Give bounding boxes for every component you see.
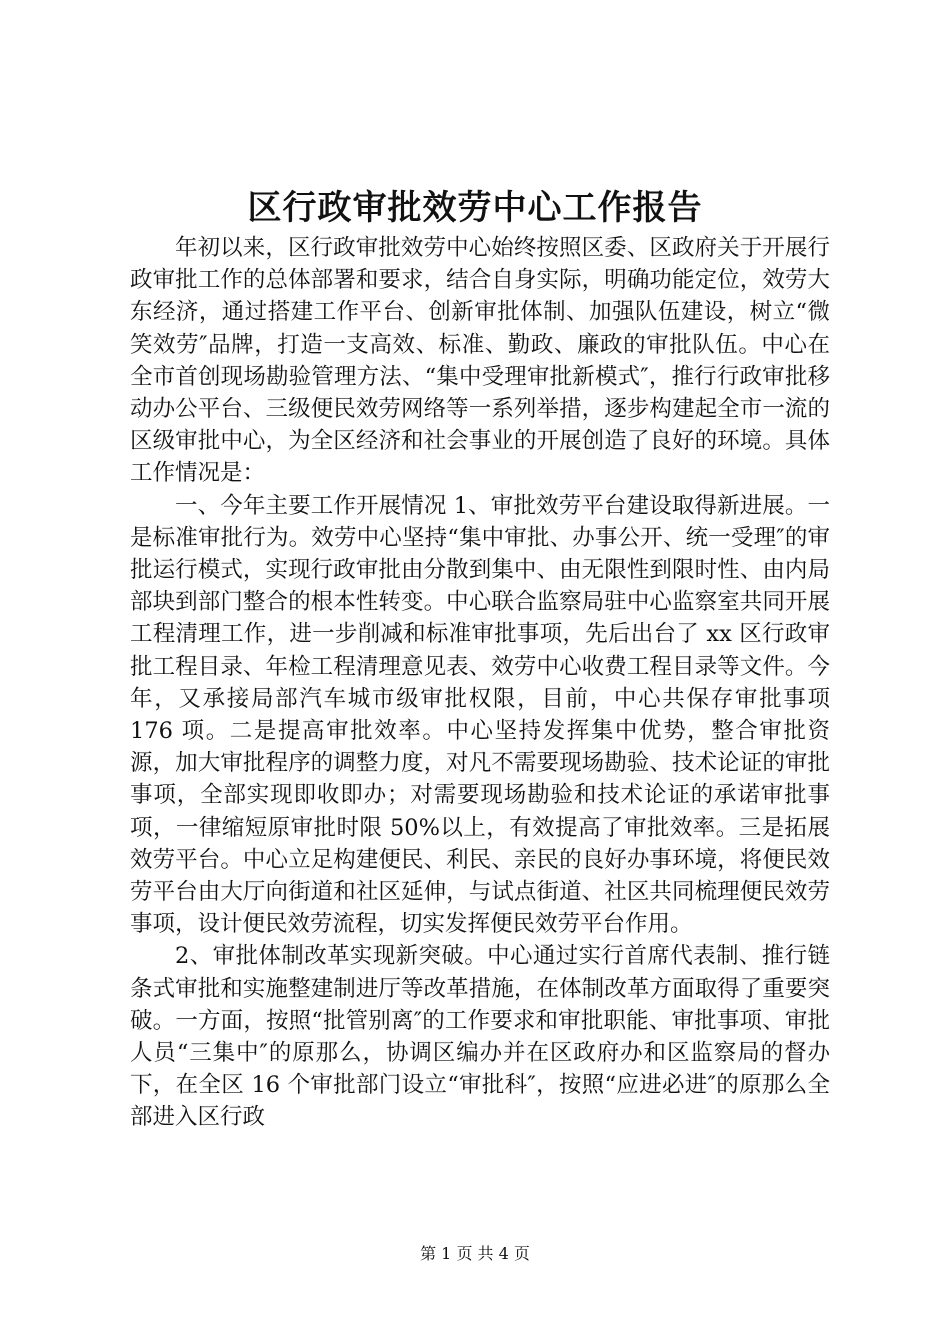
- document-body: [130, 232, 830, 1134]
- paragraph-section-1: 一、今年主要工作开展情况 1、审批效劳平台建设取得新进展。一是标准审批行为。效劳中心坚持“集中审批、办事公开、统一受理″的审批运行模式，实现行政审批由分散到集中、由无限性到限时性、由内局部块到部门整合的根本性转变。中心联合监察局驻中心监察室共同开展工程清理工作，进一步削减和标准审批事项，先后出台了 xx 区行政审批工程目录、年检工程清理意见表、效劳中心收费工程目录等文件。今年，又承接局部汽车城市级审批权限，目前，中心共保存审批事项 176 项。二是提高审批效率。中心坚持发挥集中优势，整合审批资源，加大审批程序的调整力度，对凡不需要现场勘验、技术论证的审批事项，全部实现即收即办；对需要现场勘验和技术论证的承诺审批事项，一律缩短原审批时限 50%以上，有效提高了审批效率。三是拓展效劳平台。中心立足构建便民、利民、亲民的良好办事环境，将便民效劳平台由大厅向街道和社区延伸，与试点街道、社区共同梳理便民效劳事项，设计便民效劳流程，切实发挥便民效劳平台作用。: [130, 492, 830, 938]
- paragraph-intro: 年初以来，区行政审批效劳中心始终按照区委、区政府关于开展行政审批工作的总体部署和要求，结合自身实际，明确功能定位，效劳大东经济，通过搭建工作平台、创新审批体制、加强队伍建设，树立“微笑效劳″品牌，打造一支高效、标准、勤政、廉政的审批队伍。中心在全市首创现场勘验管理方法、“集中受理审批新模式″，推行行政审批移动办公平台、三级便民效劳网络等一系列举措，逐步构建起全市一流的区级审批中心，为全区经济和社会事业的开展创造了良好的环境。具体工作情况是：: [130, 235, 830, 487]
- document-title: 区行政审批效劳中心工作报告: [247, 188, 703, 228]
- page-footer: 第 1 页 共 4 页: [420, 1244, 530, 1263]
- paragraph-section-2: 2、审批体制改革实现新突破。中心通过实行首席代表制、推行链条式审批和实施整建制进厅等改革措施，在体制改革方面取得了重要突破。一方面，按照“批管别离″的工作要求和审批职能、审批事项、审批人员“三集中″的原那么，协调区编办并在区政府办和区监察局的督办下，在全区 16 个审批部门设立“审批科″，按照“应进必进″的原那么全部进入区行政: [130, 943, 830, 1131]
